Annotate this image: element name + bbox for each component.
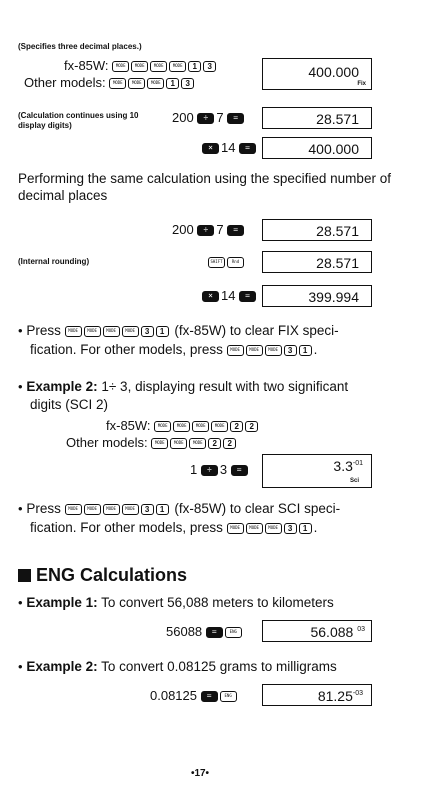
equals-key: = [239, 143, 256, 154]
other-sci-sequence [66, 435, 238, 451]
operand: 14 [221, 288, 236, 303]
continue-note: (Calculation continues using 10 display digits) [18, 111, 139, 130]
mode-key: MODE [227, 523, 244, 534]
example2-line2: digits (SCI 2) [30, 397, 109, 412]
divide-key: ÷ [197, 225, 214, 236]
digit-key: 1 [299, 523, 312, 534]
multiply-key: × [202, 291, 219, 302]
clear-fix-instruction: • Press MODE MODE MODE MODE 3 1 (fx-85W) to clear FIX speci- [18, 323, 339, 338]
mode-key: MODE [128, 78, 145, 89]
example-label: Example 2: [26, 379, 98, 394]
fx85w-key-sequence [64, 58, 218, 74]
example-text: To convert 0.08125 grams to milligrams [101, 659, 337, 674]
display-value: $81.25^{-03}$ [317, 688, 363, 704]
clear-sci-instruction: • Press MODE MODE MODE MODE 3 1 (fx-85W) to clear SCI speci- [18, 501, 341, 516]
operand: 3 [219, 462, 228, 477]
square-bullet-icon [18, 569, 31, 582]
mode-key: MODE [173, 421, 190, 432]
eng-key: ENG [225, 627, 242, 638]
mode-key: MODE [246, 345, 263, 356]
example-text: 1÷ 3, displaying result with two significant [101, 379, 349, 394]
other-models-key-sequence [24, 75, 196, 91]
example2-title: • Example 2: 1÷ 3, displaying result with two significant [18, 379, 349, 394]
digit-key: 1 [299, 345, 312, 356]
equals-key: = [227, 225, 244, 236]
fx85w-sci-sequence [106, 418, 260, 434]
three-decimal-note: (Specifies three decimal places.) [18, 42, 142, 51]
heading-text: ENG Calculations [36, 565, 188, 585]
operand: 0.08125 [150, 688, 197, 703]
mode-key: MODE [227, 345, 244, 356]
display-value: 28.571 [316, 255, 359, 271]
instruction-text: fication. For other models, press [30, 520, 223, 535]
other-models-label: Other models: [66, 435, 148, 450]
digit-key: 3 [141, 326, 154, 337]
digit-key: 2 [245, 421, 258, 432]
mode-key: MODE [84, 326, 101, 337]
other-models-label: Other models: [24, 75, 106, 90]
operand: 1 [190, 462, 198, 477]
display-28571-c [262, 251, 372, 273]
shift-rnd-sequence [208, 254, 246, 270]
display-value: 400.000 [308, 141, 359, 157]
multiply-key: × [202, 143, 219, 154]
operand: 200 [172, 222, 194, 237]
equals-key: = [231, 465, 248, 476]
mode-key: MODE [122, 504, 139, 515]
mode-key: MODE [109, 78, 126, 89]
mode-key: MODE [189, 438, 206, 449]
digit-key: 3 [181, 78, 194, 89]
eng-example1-sequence [166, 624, 244, 640]
digit-key: 3 [284, 345, 297, 356]
display-fix-400 [262, 58, 372, 90]
mode-key: MODE [84, 504, 101, 515]
mode-key: MODE [103, 504, 120, 515]
mode-key: MODE [151, 438, 168, 449]
divide-key: ÷ [201, 465, 218, 476]
clear-fix-instruction-line2: fication. For other models, press MODE MODE MODE 3 1 . [30, 342, 318, 357]
mode-key: MODE [265, 345, 282, 356]
eng-key: ENG [220, 691, 237, 702]
display-28571-b [262, 219, 372, 241]
mode-key: MODE [154, 421, 171, 432]
divide-sequence-2 [172, 222, 246, 238]
eng-example1: • Example 1: To convert 56,088 meters to kilometers [18, 595, 334, 610]
mode-key: MODE [147, 78, 164, 89]
display-400 [262, 137, 372, 159]
digit-key: 1 [156, 504, 169, 515]
mode-key: MODE [131, 61, 148, 72]
clear-sci-instruction-line2: fication. For other models, press MODE MODE MODE 3 1 . [30, 520, 318, 535]
eng-example2-sequence [150, 688, 239, 704]
display-value: 399.994 [308, 289, 359, 305]
display-eng1 [262, 620, 372, 642]
fx85w-label: fx-85W: [106, 418, 151, 433]
digit-key: 2 [223, 438, 236, 449]
press-text: Press [26, 323, 61, 338]
mode-key: MODE [265, 523, 282, 534]
mode-key: MODE [170, 438, 187, 449]
operand: 7 [216, 222, 224, 237]
multiply-sequence-2 [202, 288, 258, 304]
example-label: Example 2: [26, 659, 98, 674]
mode-key: MODE [122, 326, 139, 337]
equals-key: = [206, 627, 223, 638]
digit-key: 3 [141, 504, 154, 515]
operand: 56088 [166, 624, 203, 639]
display-eng2 [262, 684, 372, 706]
press-text: Press [26, 501, 61, 516]
equals-key: = [239, 291, 256, 302]
digit-key: 1 [156, 326, 169, 337]
display-value: 400.000 [308, 64, 359, 80]
mode-key: MODE [192, 421, 209, 432]
mode-key: MODE [103, 326, 120, 337]
fix-indicator: Fix [357, 81, 366, 87]
operand: 200 [172, 110, 194, 125]
display-value: 28.571 [316, 223, 359, 239]
mode-key: MODE [65, 504, 82, 515]
display-sci [262, 454, 372, 488]
instruction-text: (fx-85W) to clear SCI speci- [174, 501, 341, 516]
same-calc-heading: Performing the same calculation using the specified number of decimal places [18, 171, 391, 203]
operand: 7 [216, 110, 224, 125]
mode-key: MODE [112, 61, 129, 72]
mode-key: MODE [65, 326, 82, 337]
digit-key: 2 [208, 438, 221, 449]
fx85w-label: fx-85W: [64, 58, 109, 73]
digit-key: 1 [188, 61, 201, 72]
operand: 14 [221, 140, 236, 155]
one-third-sequence [190, 462, 250, 478]
rnd-key: Rnd [227, 257, 244, 268]
display-28571 [262, 107, 372, 129]
mode-key: MODE [246, 523, 263, 534]
mode-key: MODE [211, 421, 228, 432]
divide-sequence [172, 110, 246, 126]
divide-key: ÷ [197, 113, 214, 124]
digit-key: 3 [284, 523, 297, 534]
digit-key: 2 [230, 421, 243, 432]
mode-key: MODE [169, 61, 186, 72]
internal-rounding-note: (Internal rounding) [18, 257, 90, 266]
digit-key: 3 [203, 61, 216, 72]
equals-key: = [227, 113, 244, 124]
mode-key: MODE [150, 61, 167, 72]
shift-key: SHIFT [208, 257, 225, 268]
example-text: To convert 56,088 meters to kilometers [101, 595, 334, 610]
eng-heading [18, 565, 187, 585]
display-399994 [262, 285, 372, 307]
display-value: 28.571 [316, 111, 359, 127]
display-value: 56.088 $^{03}$ [310, 624, 365, 640]
display-value: $3.3^{-01}$ [333, 458, 363, 474]
instruction-text: fication. For other models, press [30, 342, 223, 357]
eng-example2: • Example 2: To convert 0.08125 grams to milligrams [18, 659, 337, 674]
page-number: •17• [190, 768, 210, 779]
multiply-sequence [202, 140, 258, 156]
digit-key: 1 [166, 78, 179, 89]
example-label: Example 1: [26, 595, 98, 610]
sci-indicator: Sci [349, 478, 359, 484]
equals-key: = [201, 691, 218, 702]
instruction-text: (fx-85W) to clear FIX speci- [174, 323, 339, 338]
